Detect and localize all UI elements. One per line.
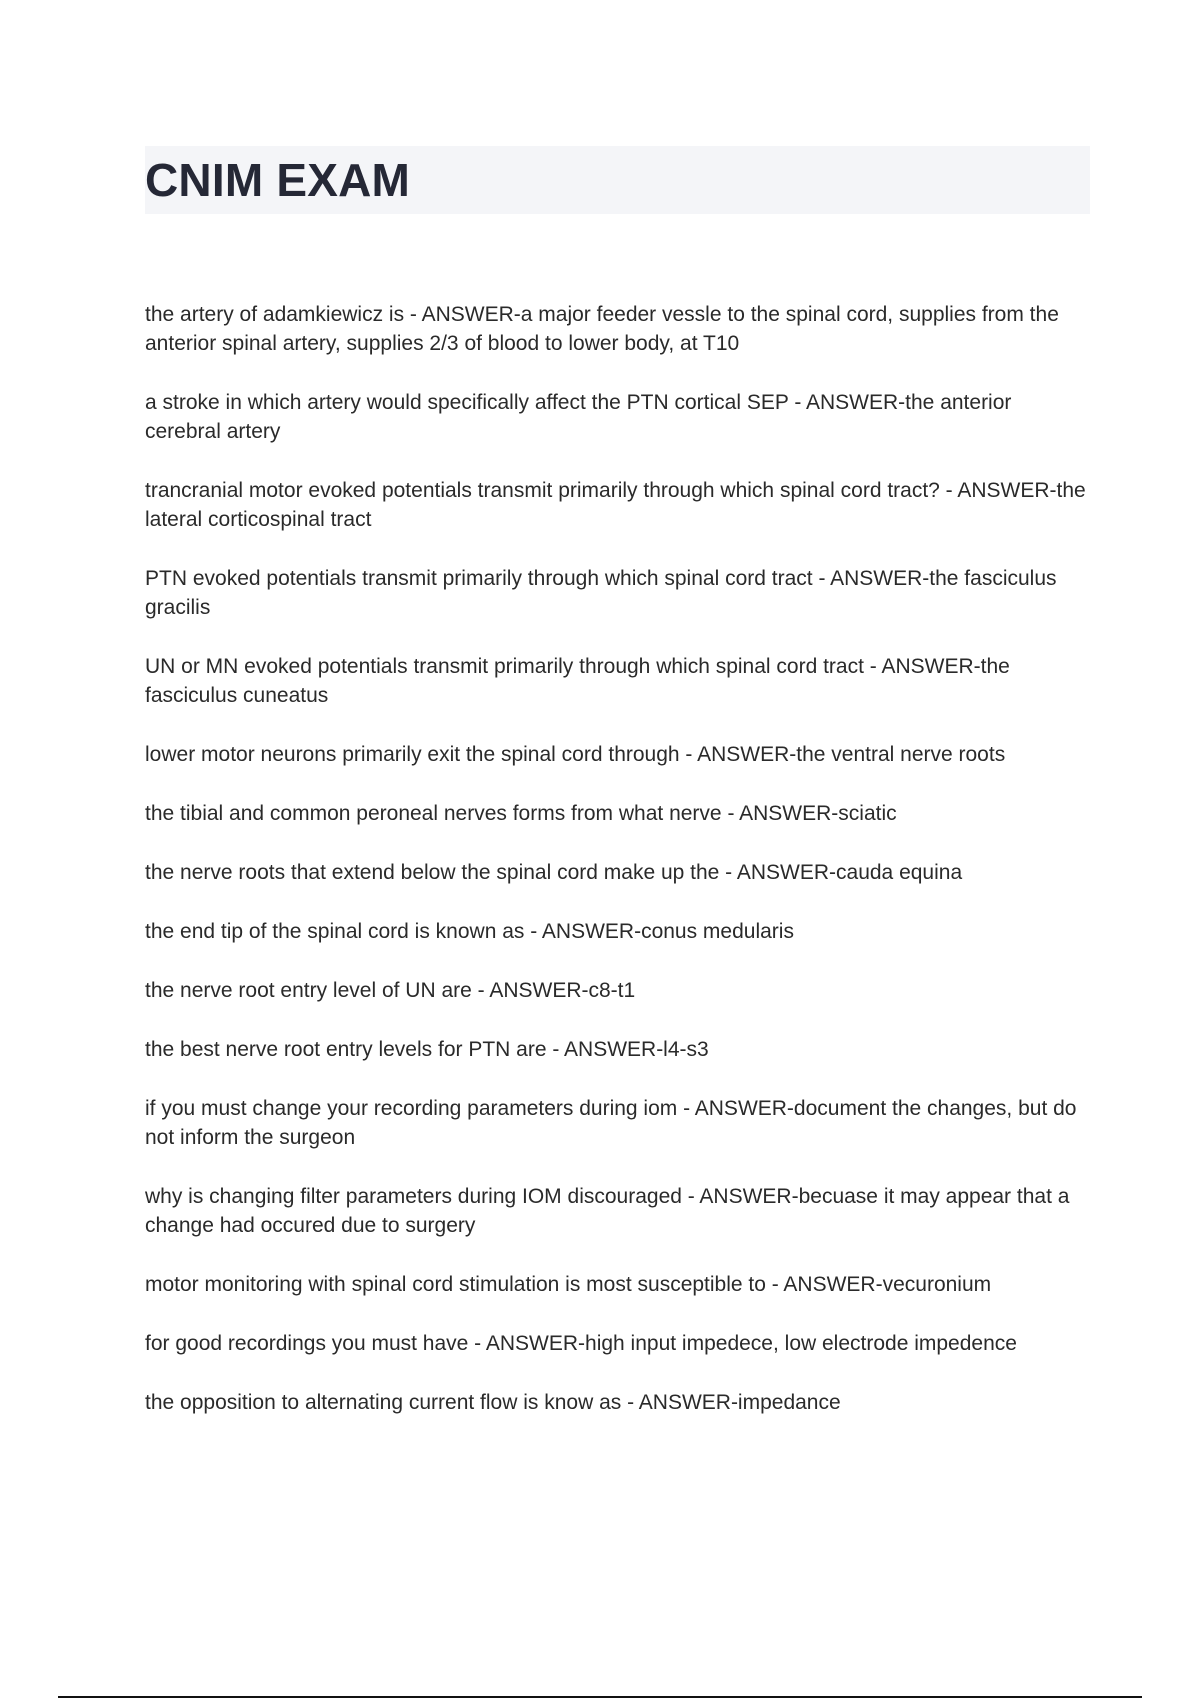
- qa-item: lower motor neurons primarily exit the spinal cord through - ANSWER-the ventral nerve roots: [145, 743, 1006, 766]
- qa-item: UN or MN evoked potentials transmit primarily through which spinal cord tract - ANSWER-the fasciculus cuneatus: [145, 655, 1010, 707]
- qa-item: the best nerve root entry levels for PTN are - ANSWER-l4-s3: [145, 1038, 709, 1061]
- qa-item: a stroke in which artery would specifically affect the PTN cortical SEP - ANSWER-the anterior cerebral artery: [145, 391, 1012, 443]
- bottom-divider: [58, 1696, 1142, 1698]
- qa-item: the artery of adamkiewicz is - ANSWER-a major feeder vessle to the spinal cord, supplies from the anterior spinal artery, supplies 2/3 of blood to lower body, at T10: [145, 303, 1059, 355]
- qa-item: PTN evoked potentials transmit primarily through which spinal cord tract - ANSWER-the fasciculus gracilis: [145, 567, 1057, 619]
- qa-item: for good recordings you must have - ANSWER-high input impedece, low electrode impedence: [145, 1332, 1017, 1355]
- qa-item: the opposition to alternating current flow is know as - ANSWER-impedance: [145, 1391, 841, 1414]
- qa-list: [145, 300, 1090, 1447]
- title-band: [145, 146, 1090, 214]
- qa-item: motor monitoring with spinal cord stimulation is most susceptible to - ANSWER-vecuronium: [145, 1273, 992, 1296]
- qa-item: the tibial and common peroneal nerves forms from what nerve - ANSWER-sciatic: [145, 802, 897, 825]
- qa-item: if you must change your recording parameters during iom - ANSWER-document the changes, but do not inform the surgeon: [145, 1097, 1077, 1149]
- page-title: CNIM EXAM: [145, 154, 411, 206]
- qa-item: trancranial motor evoked potentials transmit primarily through which spinal cord tract? - ANSWER-the lateral corticospinal tract: [145, 479, 1086, 531]
- qa-item: the nerve roots that extend below the spinal cord make up the - ANSWER-cauda equina: [145, 861, 963, 884]
- qa-item: why is changing filter parameters during IOM discouraged - ANSWER-becuase it may appear that a change had occured due to surgery: [145, 1185, 1070, 1237]
- qa-item: the nerve root entry level of UN are - ANSWER-c8-t1: [145, 979, 636, 1002]
- qa-item: the end tip of the spinal cord is known as - ANSWER-conus medularis: [145, 920, 794, 943]
